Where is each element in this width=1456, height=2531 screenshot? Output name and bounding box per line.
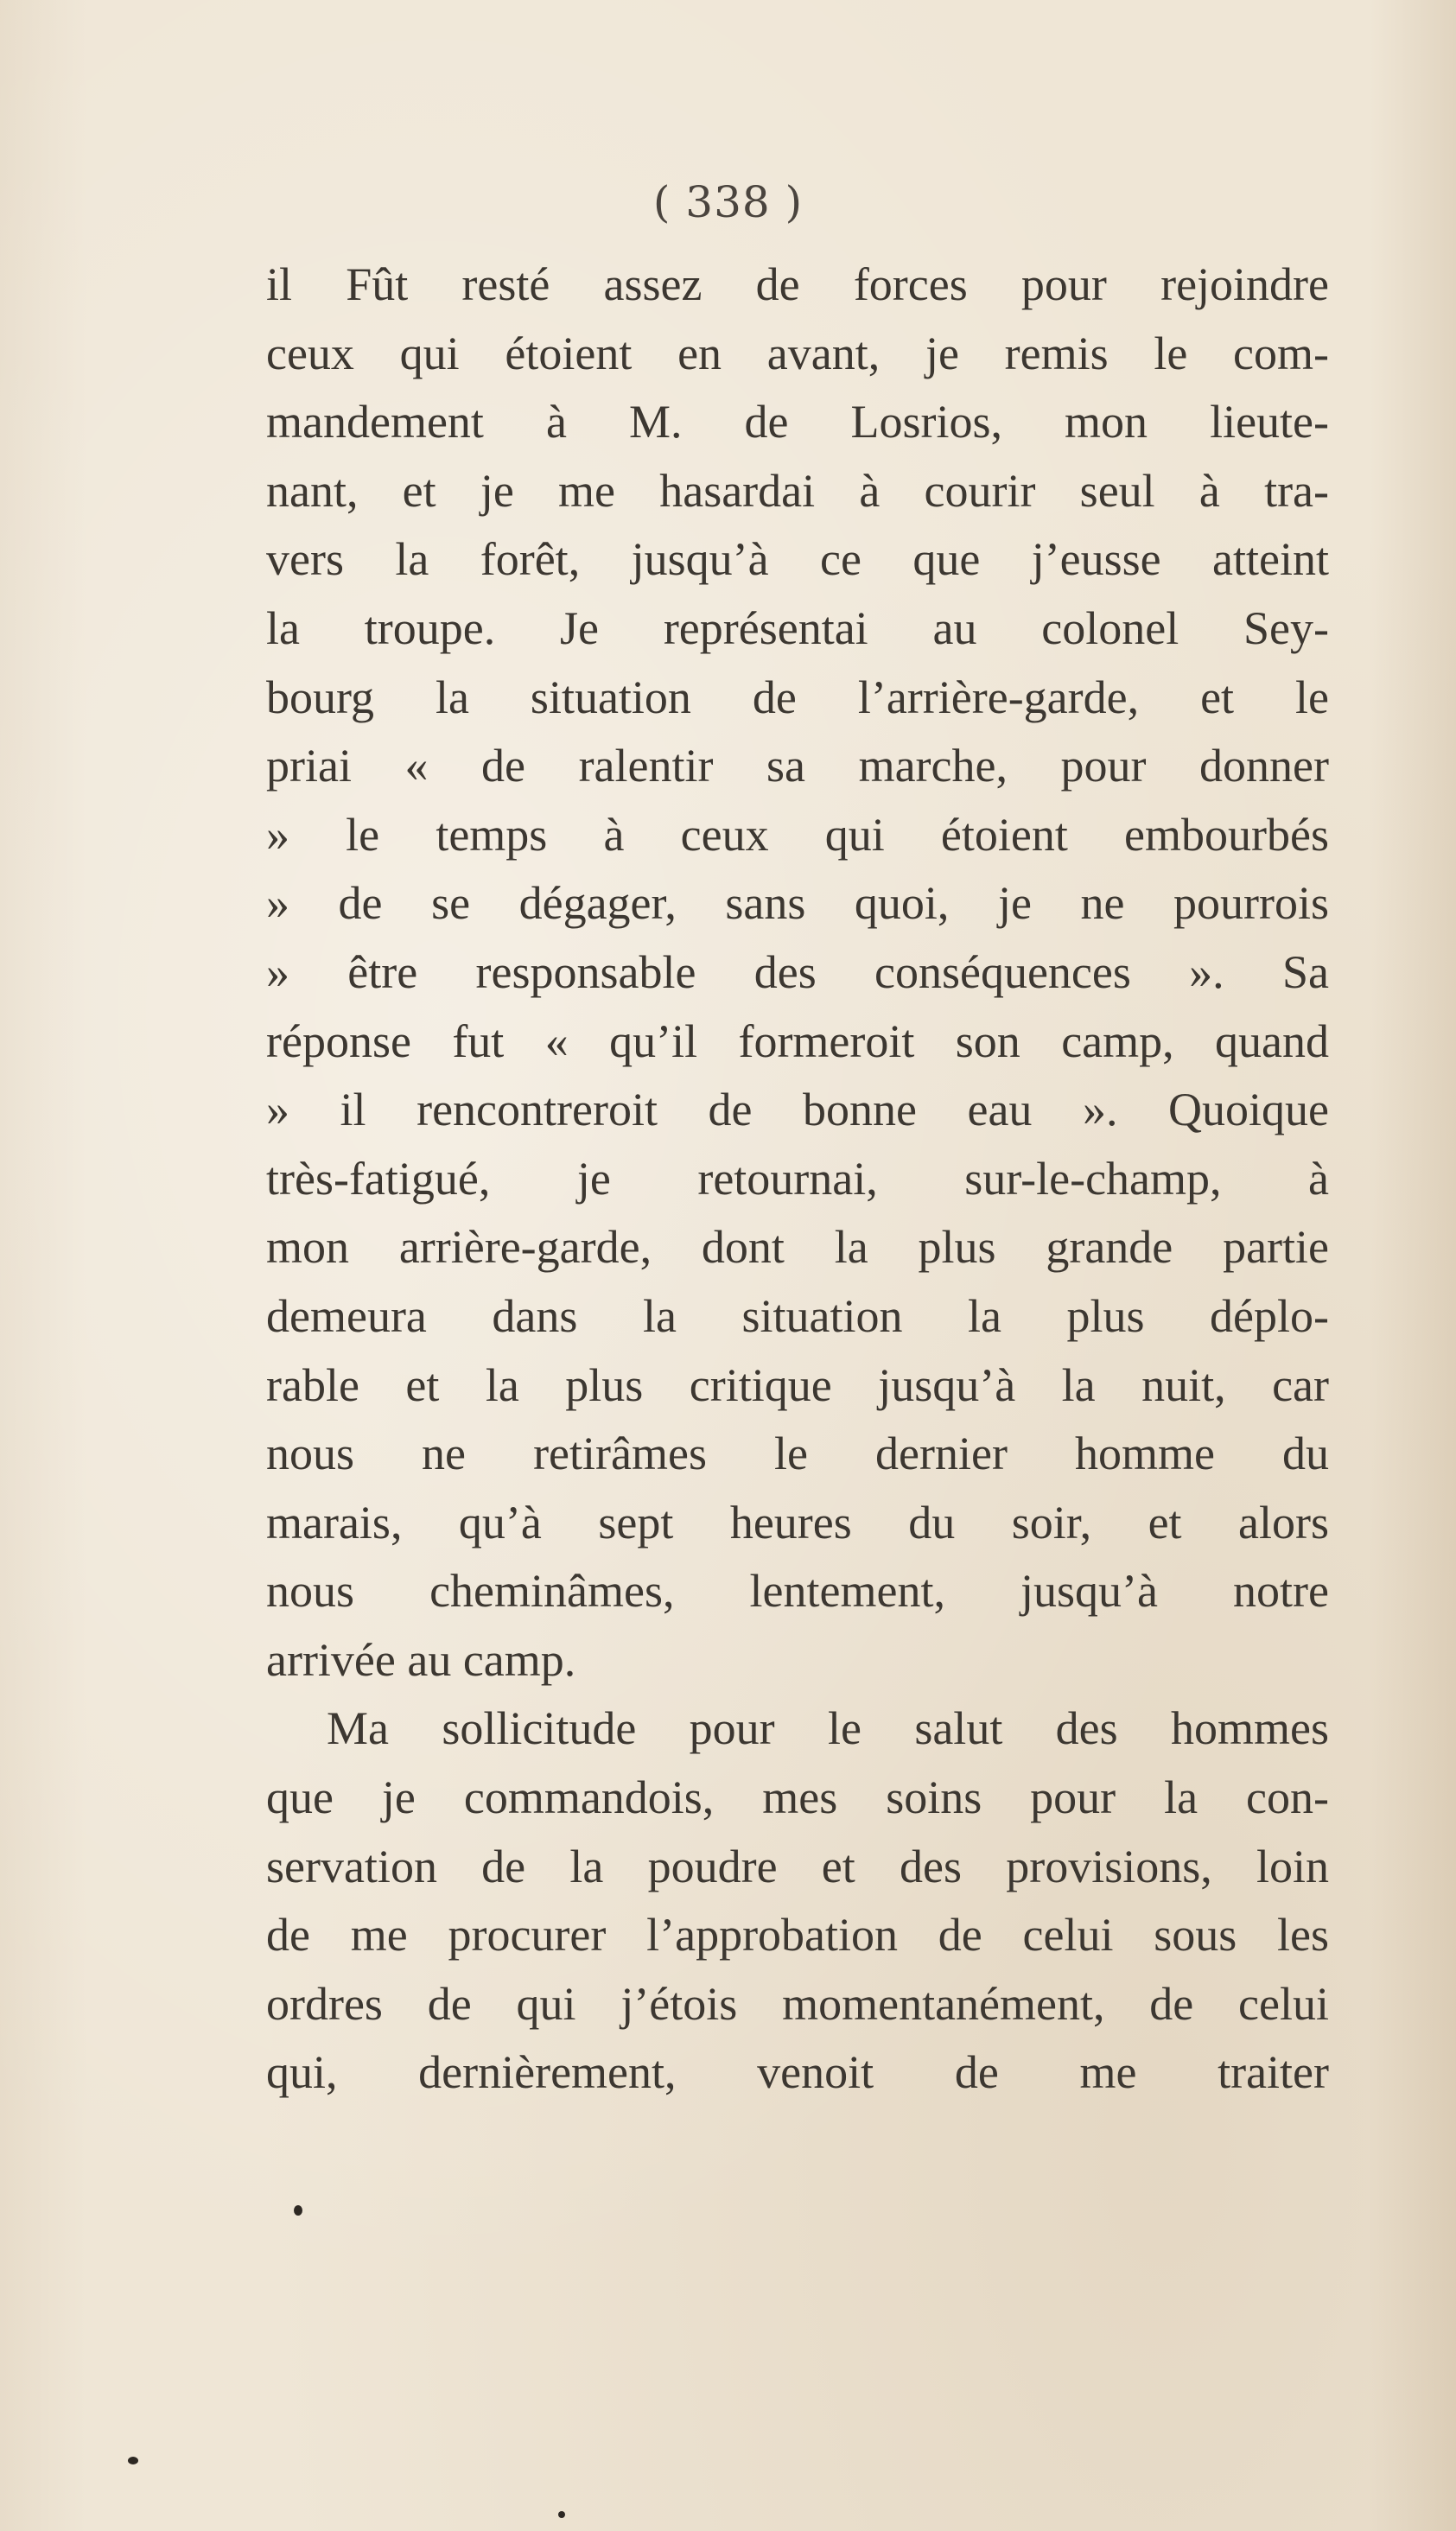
text-line: rable et la plus critique jusqu’à la nuit, car	[266, 1358, 1329, 1411]
text-line: réponse fut « qu’il formeroit son camp, quand	[266, 1014, 1329, 1067]
text-line: il Fût resté assez de forces pour rejoindre	[266, 258, 1329, 310]
text-line: mandement à M. de Losrios, mon lieute-	[266, 396, 1329, 448]
text-line: » il rencontreroit de bonne eau ». Quoique	[266, 1084, 1329, 1136]
ink-speck	[128, 2457, 138, 2464]
body-text	[266, 251, 1329, 2108]
text-line: servation de la poudre et des provisions, loin	[266, 1840, 1329, 1892]
text-line: demeura dans la situation la plus déplo-	[266, 1289, 1329, 1342]
text-line: arrivée au camp.	[266, 1633, 576, 1686]
text-line: ceux qui étoient en avant, je remis le com-	[266, 327, 1329, 379]
text-line: » le temps à ceux qui étoient embourbés	[266, 808, 1329, 861]
text-line: la troupe. Je représentai au colonel Sey-	[266, 601, 1329, 654]
text-line: qui, dernièrement, venoit de me traiter	[266, 2046, 1329, 2099]
text-line: bourg la situation de l’arrière-garde, et le	[266, 671, 1329, 723]
text-line: marais, qu’à sept heures du soir, et alors	[266, 1496, 1329, 1548]
page-number: ( 338 )	[652, 177, 804, 227]
text-line: de me procurer l’approbation de celui sous les	[266, 1909, 1329, 1962]
text-line: priai « de ralentir sa marche, pour donner	[266, 740, 1329, 792]
text-line: mon arrière-garde, dont la plus grande partie	[266, 1221, 1329, 1274]
text-line: nous ne retirâmes le dernier homme du	[266, 1428, 1329, 1480]
ink-speck	[294, 2205, 302, 2216]
text-line: vers la forêt, jusqu’à ce que j’eusse atteint	[266, 533, 1329, 586]
paragraph-start-line: Ma sollicitude pour le salut des hommes	[327, 1702, 1329, 1755]
text-line: » de se dégager, sans quoi, je ne pourrois	[266, 877, 1329, 930]
ink-speck	[558, 2511, 565, 2518]
text-line: nous cheminâmes, lentement, jusqu’à notre	[266, 1565, 1329, 1618]
text-line: très-fatigué, je retournai, sur-le-champ, à	[266, 1152, 1329, 1205]
text-line: » être responsable des conséquences ». Sa	[266, 945, 1329, 998]
text-line: que je commandois, mes soins pour la con-	[266, 1771, 1329, 1824]
text-line: ordres de qui j’étois momentanément, de celui	[266, 1977, 1329, 2030]
text-line: nant, et je me hasardai à courir seul à tra-	[266, 464, 1329, 517]
